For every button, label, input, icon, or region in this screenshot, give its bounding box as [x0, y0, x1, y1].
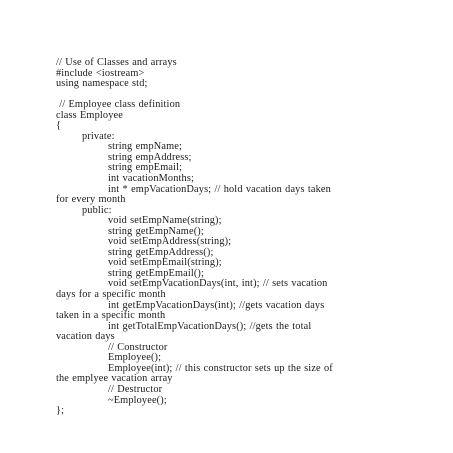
code-line: public: [82, 204, 112, 216]
code-line: days for a specific month [56, 289, 166, 301]
code-line: { [56, 120, 62, 132]
code-line: int getEmpVacationDays(int); //gets vacation days [108, 299, 325, 311]
code-line: // Constructor [108, 341, 168, 353]
code-line: ~Employee(); [108, 394, 167, 406]
code-line: taken in a specific month [56, 310, 166, 322]
code-line: string empEmail; [108, 162, 183, 174]
code-line: for every month [56, 194, 126, 206]
code-block [56, 58, 396, 417]
code-line: using namespace std; [56, 78, 148, 90]
code-line: void setEmpName(string); [108, 215, 222, 227]
code-line: #include <iostream> [56, 67, 145, 79]
code-line: // Use of Classes and arrays [56, 57, 177, 68]
code-line: int getTotalEmpVacationDays(); //gets the total [108, 320, 312, 332]
code-line: private: [82, 130, 115, 142]
code-line: Employee(); [108, 352, 162, 364]
code-line: the emplyee vacation array [56, 373, 173, 385]
code-line: Employee(int); // this constructor sets up the size of [108, 362, 333, 374]
code-line: void setEmpEmail(string); [108, 257, 222, 269]
code-line: }; [56, 405, 65, 417]
code-line: string getEmpAddress(); [108, 246, 214, 258]
code-line: vacation days [56, 331, 115, 343]
code-line: int * empVacationDays; // hold vacation days taken [108, 183, 331, 195]
code-line: // Destructor [108, 383, 163, 395]
code-line: string getEmpEmail(); [108, 267, 205, 279]
code-line: string getEmpName(); [108, 225, 204, 237]
code-line: void setEmpAddress(string); [108, 236, 232, 248]
code-line: void setEmpVacationDays(int, int); // sets vacation [108, 278, 328, 290]
code-line: class Employee [56, 109, 123, 121]
code-line: int vacationMonths; [108, 173, 195, 185]
code-line: string empAddress; [108, 151, 192, 163]
code-line: string empName; [108, 141, 182, 153]
code-line: // Employee class definition [56, 99, 181, 111]
